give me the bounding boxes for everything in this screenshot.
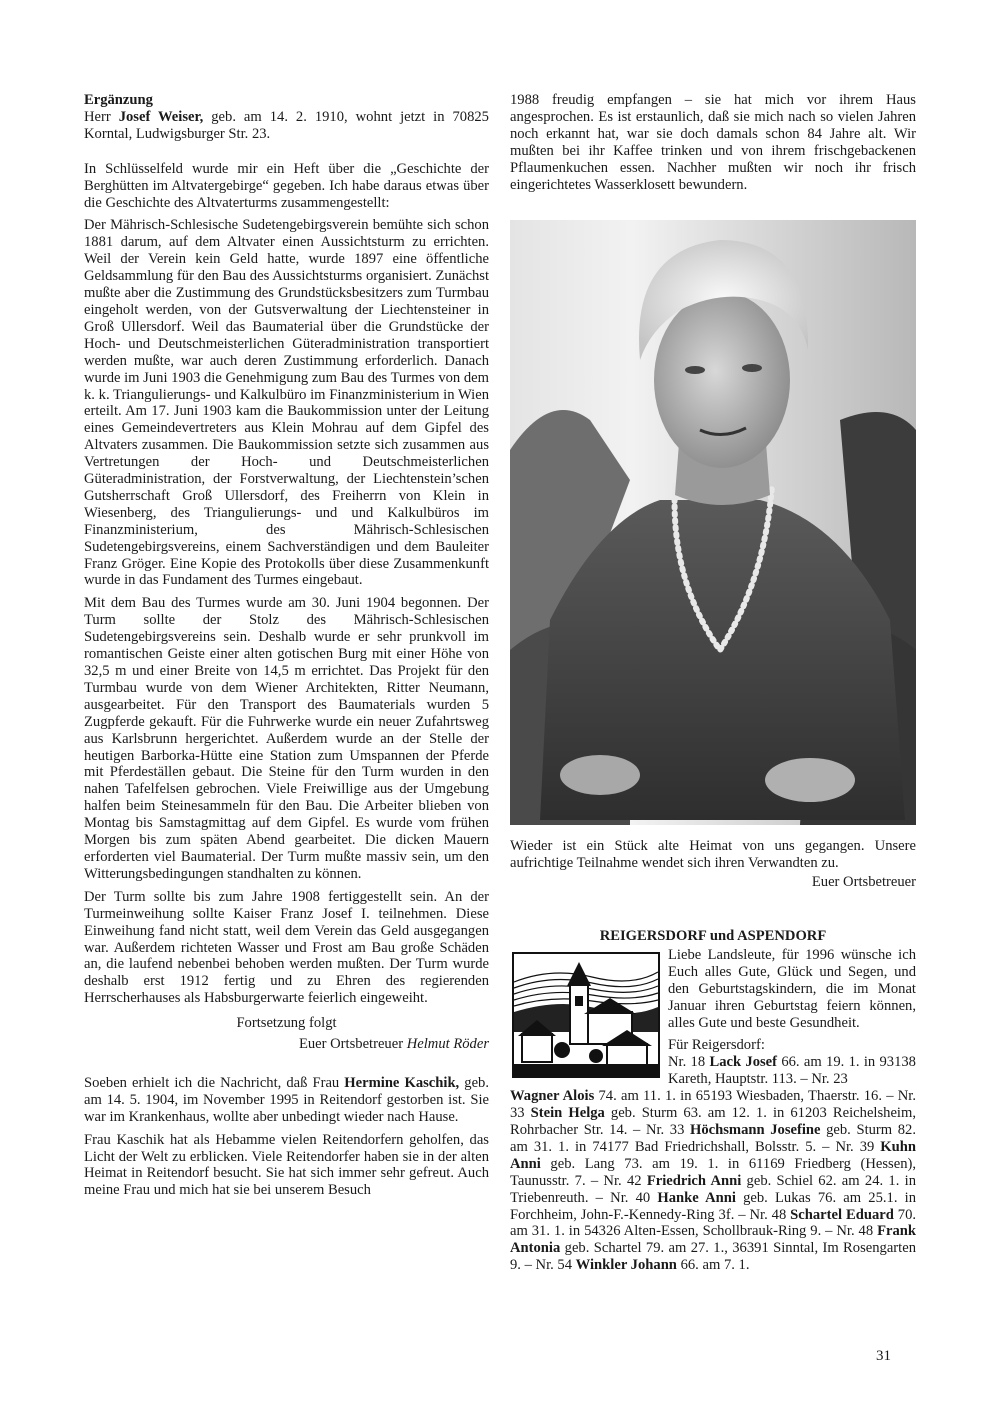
entry-text-4: geb. Sturm 63. am 12. 1. in 61203 Reichelsheim, Rohrbacher Str. 14. – Nr. 33 <box>510 1105 916 1138</box>
entry-name-7: Hanke Anni <box>657 1189 736 1206</box>
greeting-paragraph: Liebe Landsleute, für 1996 wünsche ich Euch alles Gute, Glück und Segen, und den Geburtstagskindern, die im Monat Januar ihren Geburtstag feiern können, alles Gute und beste Gesundheit. <box>668 946 916 1031</box>
entry-name-2: Wagner Alois <box>510 1088 595 1105</box>
obit-post: geb. am 14. 5. 1904, im November 1995 in Reitendorf gestorben ist. Sie war im Krankenhaus, wollte aber unbedingt wieder nach Hause. <box>84 1074 489 1125</box>
obituary-paragraph-2: Frau Kaschik hat als Hebamme vielen Reitendorfern geholfen, das Licht der Welt zu erblicken. Viele Reitendorfer haben sie in der alten Heimat in Reitendorf besucht. Sie hat sich immer sehr gefreut. Auch meine Frau und mich hat sie bei unserem Besuch <box>84 1131 489 1199</box>
portrait-image <box>510 220 916 825</box>
entry-text-8: geb. Lukas 76. am 25.1. in Forchheim, John-F.-Kennedy-Ring 3f. – Nr. 48 <box>510 1189 916 1223</box>
erg-post: geb. am 14. 2. 1910, wohnt jetzt in 70825 Korntal, Ludwigsburger Str. 23. <box>84 108 489 142</box>
entry-text-6: geb. Lang 73. am 19. 1. in 61169 Friedberg (Hessen), Taunusstr. 7. – Nr. 42 <box>510 1155 916 1189</box>
erg-pre: Herr <box>84 108 119 125</box>
section-title: REIGERSDORF und ASPENDORF <box>599 928 827 944</box>
entry-name-9: Frank Antonia <box>510 1223 916 1257</box>
continuation-note: Fortsetzung folgt <box>236 1015 337 1032</box>
entry-text-9: 70. am 31. 1. in 54326 Alten-Essen, Schollbrauk-Ring 9. – Nr. 48 <box>510 1206 917 1240</box>
erg-paragraph <box>84 92 489 143</box>
entry-name-8: Schartel Eduard <box>790 1206 894 1223</box>
erg-name: Josef Weiser, <box>118 108 204 125</box>
obit-name: Hermine Kaschik, <box>344 1074 460 1091</box>
intro-paragraph: In Schlüsselfeld wurde mir ein Heft über die „Geschichte der Berghütten im Altvatergebirge“ gegeben. Ich habe daraus etwas über die Geschichte des Altvaterturms zusammengestellt: <box>84 160 489 211</box>
location-label: Für Reigersdorf: <box>668 1037 765 1054</box>
history-paragraph-2: Mit dem Bau des Turmes wurde am 30. Juni 1904 begonnen. Der Turm sollte der Stolz des Mährisch-Schlesischen Sudetengebirgsvereins sein. Deshalb wurde er sehr prunkvoll im romantischen Geiste einer alten gotischen Burg mit einer Höhe von 32,5 m und einer Breite von 14,5 m errichtet. Das Projekt für den Turmbau wurde von dem Wiener Architekten, Ritter Neumann, ausgearbeitet. Für den Transport des Baumaterials wurden 5 Zugpferde gekauft. Für die Fuhrwerke wurde ein neuer Zufahrtsweg aus Karlsbrunn hergerichtet. Außerdem wurde an der Stelle der heutigen Barborka-Hütte eine Station zum Umspannen der Pferde mit Pferdeställen gebaut. Die Steine für den Turm wurden in den nahen Tafelfelsen gebrochen. Viele Freiwillige aus der Umgebung halfen beim Steinesammeln für den Bau. Die Arbeiter blieben von Montag bis Samstagmittag auf dem Gipfel. Es wurde vom frühen Morgen bis zum späten Abend gearbeitet. Die dicken Mauern erforderten viel Baumaterial. Der Turm mußte massiv sein, um den Witterungsbedingungen standhalten zu können. <box>84 595 489 882</box>
entry-text-2: 66. am 19. 1. in 93138 Kareth, Hauptstr. 113. – Nr. 23 <box>668 1054 916 1088</box>
entry-text-5: geb. Sturm 82. am 31. 1. in 74177 Bad Friedrichshall, Bolsstr. 5. – Nr. 39 <box>510 1121 916 1155</box>
entry-text-7: geb. Schiel 62. am 24. 1. in Triebenreuth. – Nr. 40 <box>510 1172 916 1206</box>
entry-name-4: Höchsmann Josefine <box>690 1121 821 1138</box>
caption-signature: Euer Ortsbetreuer <box>811 873 916 890</box>
right-top-text <box>510 92 916 199</box>
entry-name-1: Lack Josef <box>709 1054 778 1071</box>
obituary-continuation: 1988 freudig empfangen – sie hat mich vor ihrem Haus angesprochen. Es ist erstaunlich, daß sie mich nach so vielen Jahren noch erkannt hat, war sie doch damals schon 84 Jahre alt. Wir mußten bei ihr Kaffee trinken und von ihrem frischgebackenen Pflaumenkuchen essen. Nachher mußten wir noch ihr frisch eingerichtetes Wasserklosett bewundern. <box>510 92 916 193</box>
obit-pre: Soeben erhielt ich die Nachricht, daß Frau <box>84 1074 345 1091</box>
photo-caption-block <box>510 838 916 897</box>
entry-name-6: Friedrich Anni <box>646 1172 742 1189</box>
entry-name-10: Winkler Johann <box>575 1257 677 1274</box>
author-signature <box>84 1036 489 1053</box>
left-column <box>84 92 489 1205</box>
birthday-list <box>510 1088 916 1274</box>
birthday-list-start <box>668 1054 916 1088</box>
village-emblem <box>512 952 660 1078</box>
page-number: 31 <box>876 1348 891 1364</box>
entry-text-11: 66. am 7. 1. <box>676 1257 750 1274</box>
erg-heading: Ergänzung <box>84 92 153 108</box>
entry-text-3: 74. am 11. 1. in 65193 Wiesbaden, Thaerstr. 16. – Nr. 33 <box>510 1088 916 1122</box>
signature-name: Helmut Röder <box>406 1036 489 1053</box>
village-woodcut-image <box>512 952 660 1078</box>
portrait-photo <box>510 220 916 825</box>
signature-prefix: Euer Ortsbetreuer <box>298 1036 407 1053</box>
obituary-paragraph-1 <box>84 1075 489 1126</box>
entry-text-1: Nr. 18 <box>668 1054 710 1071</box>
entry-name-5: Kuhn Anni <box>510 1138 916 1172</box>
history-paragraph-3: Der Turm sollte bis zum Jahre 1908 fertiggestellt sein. An der Turmeinweihung sollte Kaiser Franz Josef I. teilnehmen. Diese Einweihung fand nicht statt, weil dem Verein das Geld ausgegangen war. Außerdem richteten Wasser und Frost am Bau große Schäden an, die laufend nebenbei behoben werden mußten. Der Turm wurde deshalb erst 1912 fertig und zu Ehren des regierenden Herrscherhauses als Habsburgerwarte feierlich eingeweiht. <box>84 888 489 1007</box>
entry-name-3: Stein Helga <box>530 1105 605 1122</box>
photo-caption: Wieder ist ein Stück alte Heimat von uns gegangen. Unsere aufrichtige Teilnahme wendet sich ihren Verwandten zu. <box>510 838 916 871</box>
history-paragraph-1: Der Mährisch-Schlesische Sudetengebirgsverein bemühte sich schon 1881 darum, auf dem Altvater einen Aussichtsturm zu errichten. Weil der Verein kein Geld hatte, wurde 1897 eine öffentliche Geldsammlung für den Bau des Aussichtsturms organisiert. Zunächst mußte aber die Zustimmung des Grundstücksbesitzers zum Turmbau eingeholt werden, von der Gutsverwaltung der Liechtensteiner in Groß Ullersdorf. Weil das Baumaterial über die Grundstücke der Hoch- und Deutschmeisterlichen Güteradministration transportiert werden mußte, war auch deren Zustimmung erforderlich. Danach wurde im Juni 1903 die Genehmigung zum Bau des Turmes von dem k. k. Triangulierungs- und Kalkulbüro im Finanzministerium in Wien erteilt. Am 17. Juni 1903 kam die Baukommission unter der Leitung eines Gemeindevertreters aus Klein Mohrau auf dem Gipfel des Altvaters zusammen. Die Baukommission setzte sich zusammen aus Vertretungen der Hoch- und Deutschmeisterlichen Güteradministration, der Forstverwaltung, der Liechtenstein’schen Gutsherrschaft Groß Ullersdorf, des Freiherrn von Klein in Wiesenberg, des Triangulierungs- und und Kalkulbüros im Finanzministerium, des Mährisch-Schlesischen Sudetengebirgsvereins, einem Sachverständigen und dem Bauleiter Franz Gröger. Eine Kopie des Protokolls über diese Zusammenkunft wurde in das Fundament des Turmes eingebaut. <box>84 217 489 589</box>
entry-text-10: geb. Schartel 79. am 27. 1., 36391 Sinntal, Im Rosengarten 9. – Nr. 54 <box>510 1240 916 1274</box>
